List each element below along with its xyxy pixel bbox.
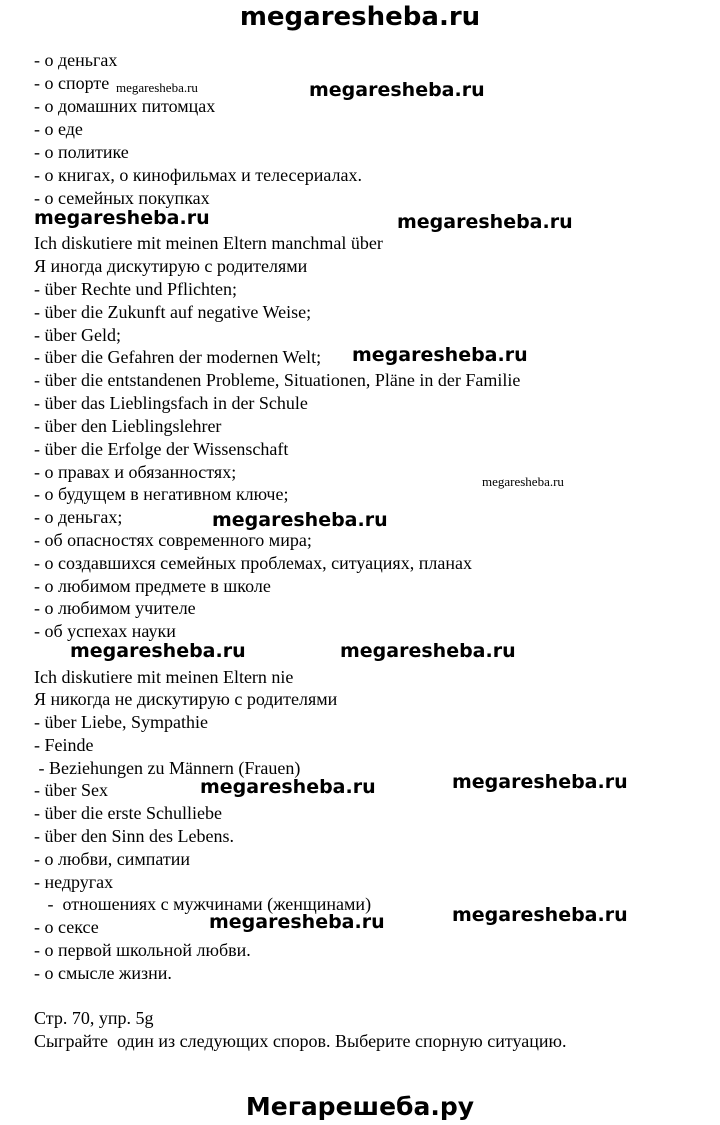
text-line: - о домашних питомцах xyxy=(34,96,216,116)
section-heading: Я иногда дискутирую с родителями xyxy=(34,256,308,276)
site-header: megaresheba.ru xyxy=(239,2,481,32)
text-line: - über das Lieblingsfach in der Schule xyxy=(34,393,308,413)
text-line: - über die erste Schulliebe xyxy=(34,803,222,823)
section-heading: Я никогда не дискутирую с родителями xyxy=(34,689,338,709)
watermark: megaresheba.ru xyxy=(209,911,385,933)
text-line: - о деньгах xyxy=(34,50,118,70)
watermark: megaresheba.ru xyxy=(352,344,528,366)
text-line: - Feinde xyxy=(34,735,94,755)
text-line: - über die Zukunft auf negative Weise; xyxy=(34,302,312,322)
watermark: megaresheba.ru xyxy=(452,771,628,793)
text-line: - über den Lieblingslehrer xyxy=(34,416,222,436)
text-line: - über den Sinn des Lebens. xyxy=(34,826,234,846)
exercise-reference: Стр. 70, упр. 5g xyxy=(34,1008,154,1028)
watermark: megaresheba.ru xyxy=(482,474,564,489)
text-line: - о любви, симпатии xyxy=(34,849,191,869)
text-line: - über Sex xyxy=(34,780,108,800)
text-line: - Beziehungen zu Männern (Frauen) xyxy=(34,758,301,778)
text-line: - о еде xyxy=(34,119,83,139)
text-line: - недругах xyxy=(34,872,114,892)
section-heading: Ich diskutiere mit meinen Eltern nie xyxy=(34,667,294,687)
text-line: - über Geld; xyxy=(34,325,121,345)
text-line: - отношениях с мужчинами (женщинами) xyxy=(34,894,372,914)
site-footer: Мегарешеба.ру xyxy=(245,1092,475,1121)
exercise-instruction: Сыграйте один из следующих споров. Выберите спорную ситуацию. xyxy=(34,1031,567,1051)
text-line: - о политике xyxy=(34,142,129,162)
text-line: - о любимом предмете в школе xyxy=(34,576,271,596)
text-line: - о семейных покупках xyxy=(34,188,210,208)
watermark: megaresheba.ru xyxy=(309,79,485,101)
section-heading: Ich diskutiere mit meinen Eltern manchmal über xyxy=(34,233,383,253)
text-line: - о будущем в негативном ключе; xyxy=(34,484,289,504)
watermark: megaresheba.ru xyxy=(340,640,516,662)
text-line: - о сексе xyxy=(34,917,99,937)
text-line: - о первой школьной любви. xyxy=(34,940,251,960)
watermark: megaresheba.ru xyxy=(200,776,376,798)
text-line: - о книгах, о кинофильмах и телесериалах. xyxy=(34,165,362,185)
text-line: - о спорте xyxy=(34,73,110,93)
watermark: megaresheba.ru xyxy=(116,80,198,95)
text-line: - über Liebe, Sympathie xyxy=(34,712,208,732)
watermark: megaresheba.ru xyxy=(452,904,628,926)
text-line: - о создавшихся семейных проблемах, ситуациях, планах xyxy=(34,553,472,573)
text-line: - о любимом учителе xyxy=(34,598,196,618)
text-line: - об успехах науки xyxy=(34,621,176,641)
watermark: megaresheba.ru xyxy=(212,509,388,531)
text-line: - über die Gefahren der modernen Welt; xyxy=(34,347,322,367)
watermark: megaresheba.ru xyxy=(70,640,246,662)
text-line: - о правах и обязанностях; xyxy=(34,462,237,482)
text-line: - über die entstandenen Probleme, Situationen, Pläne in der Familie xyxy=(34,370,521,390)
text-line: - über Rechte und Pflichten; xyxy=(34,279,237,299)
watermark: megaresheba.ru xyxy=(34,207,210,229)
text-line: - о смысле жизни. xyxy=(34,963,172,983)
text-line: - о деньгах; xyxy=(34,507,123,527)
watermark: megaresheba.ru xyxy=(397,211,573,233)
text-line: - über die Erfolge der Wissenschaft xyxy=(34,439,289,459)
text-line: - об опасностях современного мира; xyxy=(34,530,312,550)
